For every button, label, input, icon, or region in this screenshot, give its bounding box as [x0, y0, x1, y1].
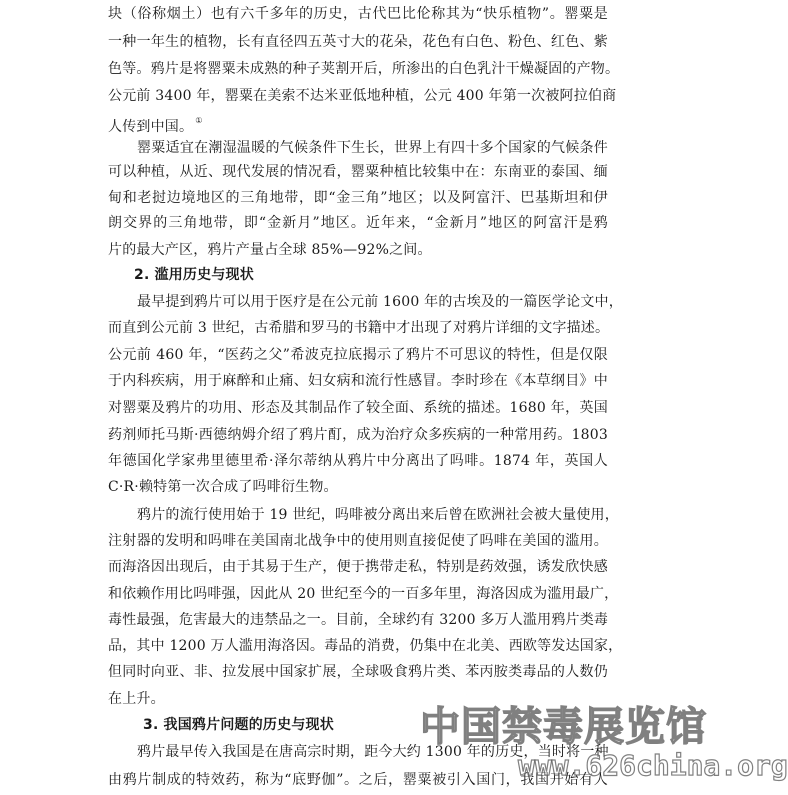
text-line: 药剂师托马斯·西德纳姆介绍了鸦片酊，成为治疗众多疾病的一种常用药。1803	[108, 427, 608, 443]
section-heading: 2. 滥用历史与现状	[134, 267, 254, 283]
text-line: 最早提到鸦片可以用于医疗是在公元前 1600 年的古埃及的一篇医学论文中，	[137, 294, 623, 310]
text-line	[108, 111, 608, 137]
text-line: 毒性最强，危害最大的违禁品之一。目前，全球约有 3200 多万人滥用鸦片类毒	[108, 612, 609, 628]
text-line-content: 人传到中国。	[108, 119, 194, 135]
text-line: 色等。鸦片是将罂粟未成熟的种子荚割开后，所渗出的白色乳汁干燥凝固的产物。	[108, 61, 620, 77]
text-line: 品，其中 1200 万人滥用海洛因。毒品的消费，仍集中在北美、西欧等发达国家，	[108, 638, 623, 654]
footnote-marker: ①	[195, 116, 203, 125]
text-line: 由鸦片制成的特效药，称为“底野伽”。之后，罂粟被引入国门，我国开始有人	[108, 772, 608, 788]
text-line: C·R·赖特第一次合成了吗啡衍生物。	[108, 479, 338, 495]
text-line: 于内科疾病，用于麻醉和止痛、妇女病和流行性感冒。李时珍在《本草纲目》中	[108, 373, 608, 389]
text-line: 而直到公元前 3 世纪，古希腊和罗马的书籍中才出现了对鸦片详细的文字描述。	[108, 320, 610, 336]
text-line: 鸦片最早传入我国是在唐高宗时期，距今大约 1300 年的历史，当时将一种	[137, 744, 609, 760]
text-line: 朗交界的三角地带，即“金新月”地区。近年来，“金新月”地区的阿富汗是鸦	[108, 215, 608, 231]
text-line: 公元前 460 年，“医药之父”希波克拉底揭示了鸦片不可思议的特性，但是仅限	[108, 347, 608, 363]
text-line: 而海洛因出现后，由于其易于生产，便于携带走私，特别是药效强，诱发欣快感	[108, 559, 608, 575]
text-line: 对罂粟及鸦片的功用、形态及其制品作了较全面、系统的描述。1680 年，英国	[108, 400, 608, 416]
text-line: 公元前 3400 年，罂粟在美索不达米亚低地种植，公元 400 年第一次被阿拉伯商	[108, 88, 617, 104]
text-line: 块（俗称烟土）也有六千多年的历史，古代巴比伦称其为“快乐植物”。罂粟是	[108, 6, 608, 22]
text-line: 片的最大产区，鸦片产量占全球 85%—92%之间。	[108, 242, 432, 258]
text-line: 甸和老挝边境地区的三角地带，即“金三角”地区；以及阿富汗、巴基斯坦和伊	[108, 190, 608, 206]
text-line: 在上升。	[108, 691, 165, 707]
text-line: 年德国化学家弗里德里希·泽尔蒂纳从鸦片中分离出了吗啡。1874 年，英国人	[108, 453, 608, 469]
text-line: 鸦片的流行使用始于 19 世纪，吗啡被分离出来后曾在欧洲社会被大量使用，	[137, 507, 619, 523]
watermark-site-name: 中国禁毒展览馆	[420, 704, 707, 750]
text-line: 注射器的发明和吗啡在美国南北战争中的使用则直接促使了吗啡在美国的滥用。	[108, 533, 608, 549]
text-line: 但同时向亚、非、拉发展中国家扩展，全球吸食鸦片类、苯丙胺类毒品的人数仍	[108, 664, 608, 680]
text-line: 一种一年生的植物，长有直径四五英寸大的花朵，花色有白色、粉色、红色、紫	[108, 34, 608, 50]
text-line: 可以种植，从近、现代发展的情况看，罂粟种植比较集中在：东南亚的泰国、缅	[108, 164, 608, 180]
text-line: 罂粟适宜在潮湿温暖的气候条件下生长，世界上有四十多个国家的气候条件	[137, 140, 608, 156]
section-heading: 3. 我国鸦片问题的历史与现状	[143, 717, 334, 733]
watermark-url: www.626china.org	[518, 749, 788, 782]
text-line: 和依赖作用比吗啡强，因此从 20 世纪至今的一百多年里，海洛因成为滥用最广，	[108, 586, 619, 602]
